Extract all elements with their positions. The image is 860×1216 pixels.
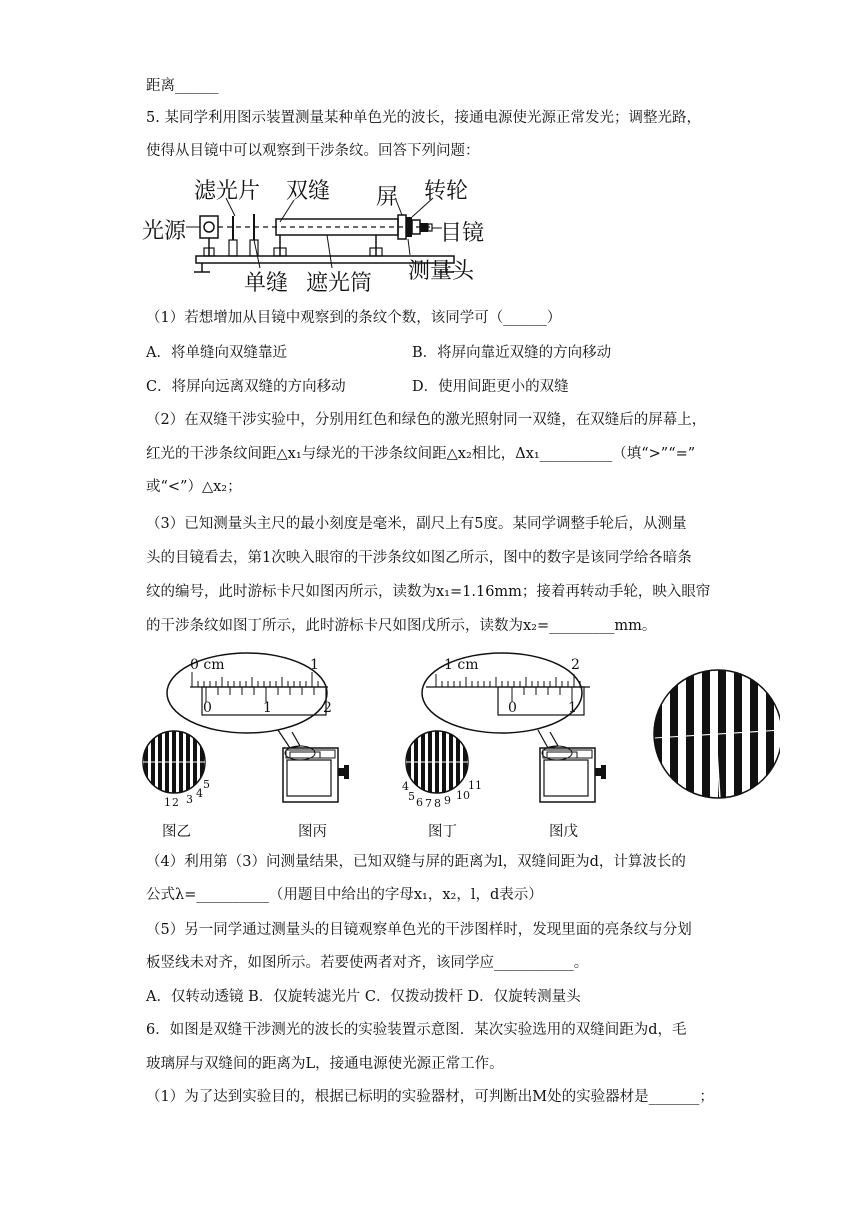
fringe-yi-2: 2 [172,796,179,809]
fringe-ding-8: 8 [434,797,441,810]
q5-part3-line4: 的干涉条纹如图丁所示，此时游标卡尺如图戊所示，读数为x₂=_________mm。 [146,618,657,634]
fringe-ding-7: 7 [425,797,432,810]
fringe-ding-4: 4 [402,780,409,793]
label-eyepiece: 目镜 [440,221,485,246]
q5-part4-line2: 公式λ=__________（用题目中给出的字母x₁，x₂，l，d表示） [146,887,543,903]
fringe-yi-1: 1 [164,796,171,809]
q5-part2-line3: 或“<”）△x₂； [146,479,242,495]
caption-ding: 图丁 [428,824,457,840]
scale-wu-vernier-0: 0 [508,700,517,716]
q5-part3-line3: 纹的编号，此时游标卡尺如图丙所示，读数为x₁=1.16mm；接着再转动手轮，映入眼帘 [146,584,711,600]
fringe-ding-11: 11 [468,779,482,792]
label-measuring-head: 测量头 [408,259,475,284]
caption-bing: 图丙 [298,824,327,840]
label-single-slit: 单缝 [244,271,289,296]
label-tube: 遮光筒 [306,271,373,296]
scale-wu-vernier-1: 1 [568,700,577,716]
caption-wu: 图戊 [549,824,578,840]
label-screen: 屏 [376,185,399,210]
q5-stem-2: 使得从目镜中可以观察到干涉条纹。回答下列问题： [146,143,480,159]
q5-stem-1: 5. 某同学利用图示装置测量某种单色光的波长，接通电源使光源正常发光；调整光路， [146,110,701,126]
fringe-yi-4: 4 [196,787,203,800]
line-distance: 距离______ [146,78,219,94]
label-source: 光源 [142,219,187,244]
option-1b: B．将屏向靠近双缝的方向移动 [412,345,612,361]
option-1d: D．使用间距更小的双缝 [412,379,569,395]
fringe-yi-5: 5 [203,778,210,791]
fringe-ding-10: 10 [456,789,470,802]
q5-part2-line1: （2）在双缝干涉实验中，分别用红色和绿色的激光照射同一双缝，在双缝后的屏幕上， [146,412,707,428]
q5-part5-line2: 板竖线未对齐，如图所示。若要使两者对齐，该同学应___________。 [146,955,589,971]
scale-bing-main-0: 0 cm [190,657,225,673]
q6-part1: （1）为了达到实验目的，根据已标明的实验器材，可判断出M处的实验器材是_______； [146,1089,714,1105]
label-wheel: 转轮 [424,179,469,204]
q5-part4-line1: （4）利用第（3）问测量结果，已知双缝与屏的距离为l，双缝间距为d，计算波长的 [146,854,686,870]
q5-part5-line1: （5）另一同学通过测量头的目镜观察单色光的干涉图样时，发现里面的亮条纹与分划 [146,922,692,938]
q6-stem-1: 6．如图是双缝干涉测光的波长的实验装置示意图．某次实验选用的双缝间距为d，毛 [146,1022,687,1038]
q5-part1: （1）若想增加从目镜中观察到的条纹个数，该同学可（______） [146,310,562,326]
fringe-yi-3: 3 [186,793,193,806]
q5-part3-line2: 头的目镜看去，第1次映入眼帘的干涉条纹如图乙所示，图中的数字是该同学给各暗条 [146,550,692,566]
q6-stem-2: 玻璃屏与双缝间的距离为L，接通电源使光源正常工作。 [146,1056,504,1072]
measurement-figures [140,650,780,840]
label-filter: 滤光片 [194,179,261,204]
scale-bing-vernier-1: 1 [263,700,272,716]
option-1a: A．将单缝向双缝靠近 [146,345,287,361]
scale-bing-vernier-2: 2 [323,700,332,716]
scale-bing-main-1: 1 [310,657,319,673]
fringe-ding-5: 5 [408,790,415,803]
scale-bing-vernier-0: 0 [203,700,212,716]
scale-wu-main-1: 2 [571,657,580,673]
q5-part2-line2: 红光的干涉条纹间距△x₁与绿光的干涉条纹间距△x₂相比，Δx₁__________（填“>”“=” [146,446,696,462]
q5-part3-line1: （3）已知测量头主尺的最小刻度是毫米，副尺上有5度。某同学调整手轮后，从测量 [146,516,687,532]
scale-wu-main-0: 1 cm [444,657,479,673]
caption-yi: 图乙 [162,824,191,840]
apparatus-figure [140,170,500,300]
q5-part5-options: A．仅转动透镜 B．仅旋转滤光片 C．仅拨动拨杆 D．仅旋转测量头 [146,989,581,1005]
fringe-ding-9: 9 [444,794,451,807]
option-1c: C．将屏向远离双缝的方向移动 [146,379,346,395]
label-double-slit: 双缝 [286,179,331,204]
fringe-ding-6: 6 [416,796,423,809]
